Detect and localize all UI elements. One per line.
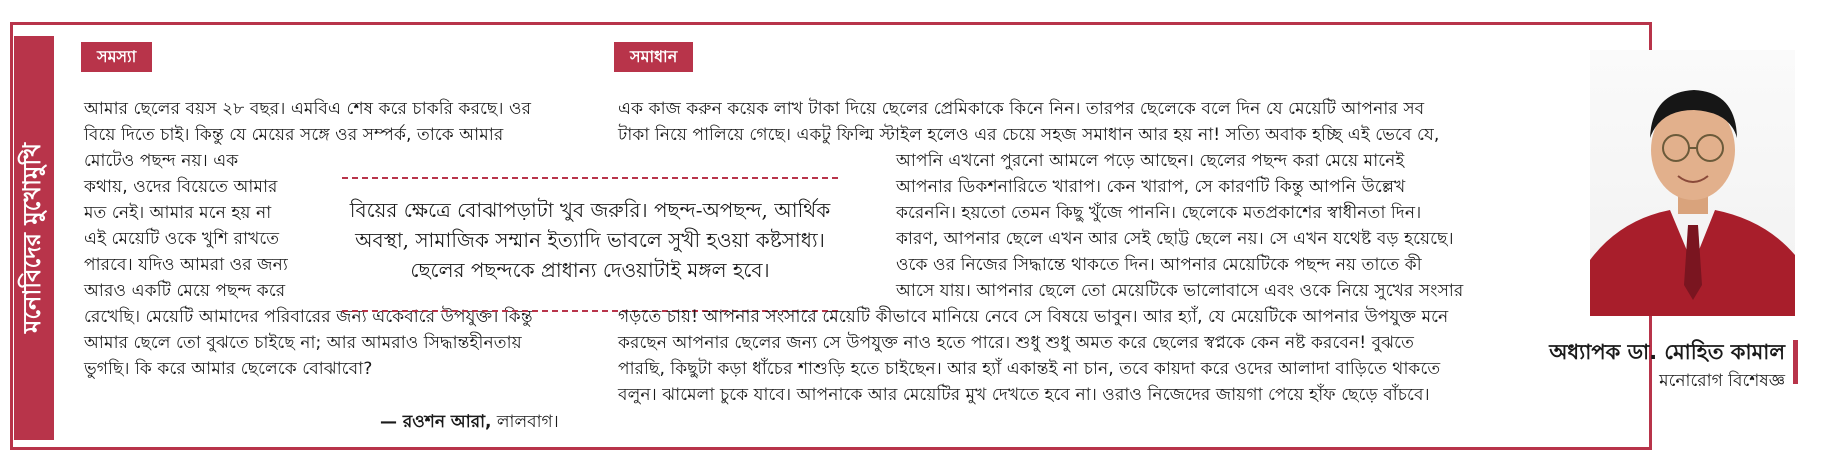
expert-portrait xyxy=(1590,50,1795,316)
section-label: মনোবিদের মুখোমুখি xyxy=(18,143,46,333)
problem-line: আমার ছেলের বয়স ২৮ বছর। এমবিএ শেষ করে চাকরি করছে। ওর xyxy=(84,99,532,119)
solution-line: আসে যায়। আপনার ছেলে তো মেয়েটিকে ভালোবাসে এবং ওকে নিয়ে সুখের সংসার xyxy=(896,281,1464,301)
solution-line: গড়তে চায়! আপনার সংসারে মেয়েটি কীভাবে মানিয়ে নেবে সে বিষয়ে ভাবুন। আর হ্যাঁ, যে মেয়েটিকে আপনার উপযুক্ত মনে xyxy=(618,307,1449,327)
solution-line: আপনি এখনো পুরনো আমলে পড়ে আছেন। ছেলের পছন্দ করা মেয়ে মানেই xyxy=(896,151,1405,171)
problem-line: আমার ছেলে তো বুঝতে চাইছে না; আর আমরাও সিদ্ধান্তহীনতায় xyxy=(84,333,522,353)
expert-accent-bar xyxy=(1793,340,1798,384)
solution-heading: সমাধান xyxy=(614,42,693,72)
solution-line: টাকা নিয়ে পালিয়ে গেছে। একটু ফিল্মি স্টাইল হলেও এর চেয়ে সহজ সমাধান আর হয় না! সত্যি অবাক হচ্ছি এই ভেবে যে, xyxy=(618,125,1440,145)
problem-heading: সমস্যা xyxy=(81,42,152,72)
pull-quote-text xyxy=(342,195,838,285)
solution-line: ওকে ওর নিজের সিদ্ধান্তে থাকতে দিন। আপনার মেয়েটিকে পছন্দ নয় তাতে কী xyxy=(896,255,1422,275)
solution-line: বলুন। ঝামেলা চুকে যাবে। আপনাকে আর মেয়েটির মুখ দেখতে হবে না। ওরাও নিজেদের জায়গা পেয়ে হাঁফ ছেড়ে বাঁচবে। xyxy=(618,385,1430,405)
expert-title: মনোরোগ বিশেষজ্ঞ xyxy=(1659,371,1785,391)
solution-line: কারণ, আপনার ছেলে এখন আর সেই ছোট্ট ছেলে নয়। সে এখন যথেষ্ট বড় হয়েছে। xyxy=(896,229,1454,249)
pull-quote-line: ছেলের পছন্দকে প্রাধান্য দেওয়াটাই মঙ্গল হবে। xyxy=(410,258,770,282)
problem-line: আরও একটি মেয়ে পছন্দ করে xyxy=(84,281,286,301)
problem-line: এই মেয়েটি ওকে খুশি রাখতে xyxy=(84,229,280,249)
problem-line: মোটেও পছন্দ নয়। এক xyxy=(84,151,239,171)
solution-line: করছেন আপনার ছেলের জন্য সে উপযুক্ত নাও হতে পারে। শুধু শুধু অমত করে ছেলের স্বপ্নকে কেন নষ্ট করবেন! বুঝতে xyxy=(618,333,1414,353)
pull-quote-line: বিয়ের ক্ষেত্রে বোঝাপড়াটা খুব জরুরি। পছন্দ-অপছন্দ, আর্থিক xyxy=(349,198,831,222)
sender-place: লালবাগ। xyxy=(491,412,559,432)
problem-line: কথায়, ওদের বিয়েতে আমার xyxy=(84,177,278,197)
pull-quote-line: অবস্থা, সামাজিক সম্মান ইত্যাদি ভাবলে সুখী হওয়া কষ্টসাধ্য। xyxy=(355,228,825,252)
expert-photo xyxy=(1590,50,1795,316)
letter-signoff xyxy=(380,409,559,437)
solution-line: করেননি। হয়তো তেমন কিছু খুঁজে পাননি। ছেলেকে মতপ্রকাশের স্বাধীনতা দিন। xyxy=(896,203,1422,223)
solution-line: আপনার ডিকশনারিতে খারাপ। কেন খারাপ, সে কারণটি কিন্তু আপনি উল্লেখ xyxy=(896,177,1406,197)
problem-line: রেখেছি। মেয়েটি আমাদের পরিবারের জন্য একেবারে উপযুক্ত। কিন্তু xyxy=(84,307,533,327)
solution-line: পারছি, কিছুটা কড়া ধাঁচের শাশুড়ি হতে চাইছেন। আর হ্যাঁ একান্তই না চান, তবে কায়দা করে ওদের আলাদা বাড়িতে থাকতে xyxy=(618,359,1441,379)
sender-name: — রওশন আরা, xyxy=(380,412,492,432)
solution-line: এক কাজ করুন কয়েক লাখ টাকা দিয়ে ছেলের প্রেমিকাকে কিনে নিন। তারপর ছেলেকে বলে দিন যে মেয়েটি আপনার সব xyxy=(618,99,1425,119)
problem-line: মত নেই। আমার মনে হয় না xyxy=(84,203,272,223)
expert-name: অধ্যাপক ডা. মোহিত কামাল xyxy=(1549,340,1785,364)
problem-line: ভুগছি। কি করে আমার ছেলেকে বোঝাবো? xyxy=(84,359,373,379)
problem-line: পারবে। যদিও আমরা ওর জন্য xyxy=(84,255,288,275)
problem-line: বিয়ে দিতে চাই। কিন্তু যে মেয়ের সঙ্গে ওর সম্পর্ক, তাকে আমার xyxy=(84,125,504,145)
pull-quote xyxy=(342,177,838,312)
